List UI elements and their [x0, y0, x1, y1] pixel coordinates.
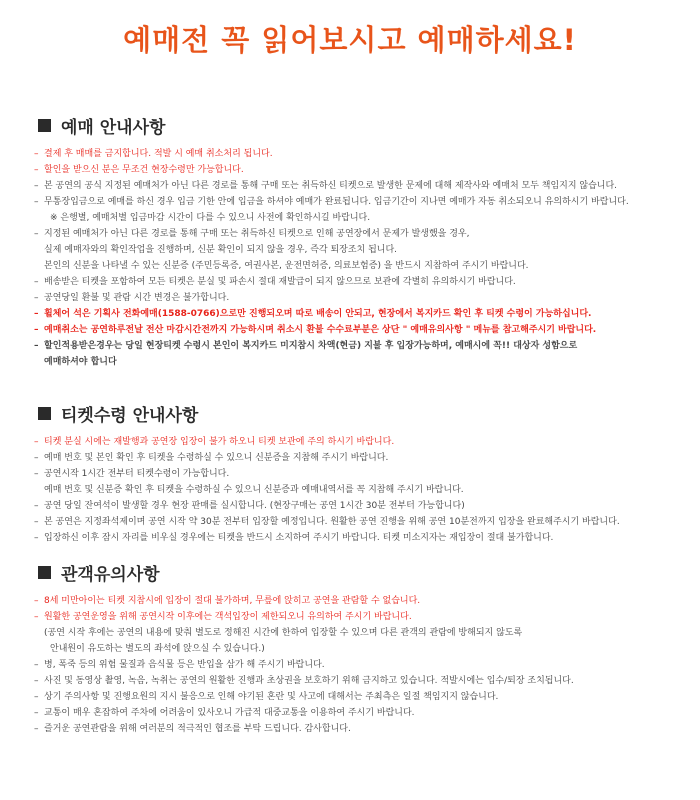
section-heading	[38, 114, 674, 136]
notice-line	[34, 466, 674, 482]
notice-line	[34, 721, 674, 737]
notice-line	[34, 530, 674, 546]
dash-bullet-icon: –	[34, 501, 39, 511]
notice-line	[34, 705, 674, 721]
notice-text: 공연시작 1시간 전부터 티켓수령이 가능합니다.	[44, 469, 230, 479]
notice-line	[34, 274, 674, 290]
notice-line	[34, 689, 674, 705]
section-heading	[38, 402, 674, 424]
dash-bullet-icon: –	[34, 692, 39, 702]
notice-text: 교통이 매우 혼잡하여 주차에 어려움이 있사오니 가급적 대중교통을 이용하여 주시기 바랍니다.	[44, 708, 415, 718]
notice-text: 지정된 예매처가 아닌 다른 경로를 통해 구매 또는 취득하신 티켓으로 인해 공연장에서 문제가 발생했을 경우,	[44, 229, 470, 239]
notice-line	[34, 498, 674, 514]
notice-line	[34, 673, 674, 689]
dash-bullet-icon: –	[34, 437, 39, 447]
notice-text: 공연당일 환불 및 관람 시간 변경은 불가합니다.	[44, 293, 230, 303]
page-title: 예매전 꼭 읽어보시고 예매하세요!	[123, 23, 577, 57]
notice-text: 무통장입금으로 예매를 하신 경우 입금 기한 안에 입금을 하셔야 예매가 완료됩니다. 입금기간이 지나면 예매가 자동 취소되오니 유의하시기 바랍니다.	[44, 197, 629, 207]
notice-text: 본인의 신분을 나타낼 수 있는 신분증 (주민등록증, 여권사본, 운전면허증, 의료보험증) 을 반드시 지참하여 주시기 바랍니다.	[44, 261, 529, 271]
notice-text: 예매 번호 및 신분증 확인 후 티켓을 수령하실 수 있으니 신분증과 예매내역서를 꼭 지참해 주시기 바랍니다.	[44, 485, 464, 495]
notice-line	[34, 242, 674, 258]
section-audience-notes	[34, 561, 674, 737]
dash-bullet-icon: –	[34, 708, 39, 718]
section-title: 티켓수령 안내사항	[61, 405, 199, 426]
notice-line	[34, 306, 674, 322]
notice-text: 8세 미만아이는 티켓 지참시에 입장이 절대 불가하며, 무릎에 앉히고 공연을 관람할 수 없습니다.	[44, 596, 421, 606]
notice-line	[34, 625, 674, 641]
notice-line	[34, 434, 674, 450]
dash-bullet-icon: –	[34, 165, 39, 175]
notice-text: 배송받은 티켓을 포함하여 모든 티켓은 분실 및 파손시 절대 재발급이 되지 않으므로 보관에 각별히 유의하시기 바랍니다.	[44, 277, 516, 287]
notice-text: 즐거운 공연관람을 위해 여러분의 적극적인 협조를 부탁 드립니다. 감사합니다.	[44, 724, 351, 734]
notice-text: 병, 폭죽 등의 위험 물질과 음식물 등은 반입을 삼가 해 주시기 바랍니다.	[44, 660, 325, 670]
notice-text: 사진 및 동영상 촬영, 녹음, 녹취는 공연의 원활한 진행과 초상권을 보호하기 위해 금지하고 있습니다. 적발시에는 입수/퇴장 조치됩니다.	[44, 676, 574, 686]
notice-line	[34, 338, 674, 354]
section-title: 관객유의사항	[61, 564, 160, 585]
square-bullet-icon	[38, 407, 51, 420]
square-bullet-icon	[38, 566, 51, 579]
dash-bullet-icon: –	[34, 149, 39, 159]
notice-text: 예매하셔야 합니다	[44, 357, 117, 367]
dash-bullet-icon: –	[34, 660, 39, 670]
notice-line	[34, 258, 674, 274]
square-bullet-icon	[38, 119, 51, 132]
notice-text: 실제 예매자와의 확인작업을 진행하며, 신분 확인이 되지 않을 경우, 즉각 퇴장조치 됩니다.	[44, 245, 398, 255]
dash-bullet-icon: –	[34, 181, 39, 191]
notice-line	[34, 226, 674, 242]
notice-line	[34, 593, 674, 609]
notice-text: 안내원이 유도하는 별도의 좌석에 앉으실 수 있습니다.)	[50, 644, 265, 654]
dash-bullet-icon: –	[34, 533, 39, 543]
notice-line	[34, 210, 674, 226]
notice-text: 입장하신 이후 잠시 자리를 비우실 경우에는 티켓을 반드시 소지하여 주시기 바랍니다. 티켓 미소지자는 재입장이 절대 불가합니다.	[44, 533, 554, 543]
notice-line	[34, 162, 674, 178]
notice-line	[34, 514, 674, 530]
notice-text: 예매 번호 및 본인 확인 후 티켓을 수령하실 수 있으니 신분증을 지참해 주시기 바랍니다.	[44, 453, 389, 463]
notice-text: 결제 후 매매를 금지합니다. 적발 시 예매 취소처리 됩니다.	[44, 149, 273, 159]
notice-line	[34, 194, 674, 210]
dash-bullet-icon: –	[34, 341, 39, 351]
notice-text: 예매취소는 공연하루전날 전산 마감시간전까지 가능하시며 취소시 환불 수수료부분은 상단 " 예매유의사항 " 메뉴를 참고해주시기 바랍니다.	[44, 325, 597, 335]
notice-text: ※ 은행별, 예매처별 입금마감 시간이 다를 수 있으니 사전에 확인하시길 바랍니다.	[50, 213, 371, 223]
notice-line	[34, 146, 674, 162]
notice-line	[34, 290, 674, 306]
notice-text: 상기 주의사항 및 진행요원의 지시 불응으로 인해 야기된 혼란 및 사고에 대해서는 주최측은 일절 책임지지 않습니다.	[44, 692, 499, 702]
dash-bullet-icon: –	[34, 229, 39, 239]
notice-text: 본 공연의 공식 지정된 예매처가 아닌 다른 경로를 통해 구매 또는 취득하신 티켓으로 발생한 문제에 대해 제작사와 예매처 모두 책임지지 않습니다.	[44, 181, 618, 191]
dash-bullet-icon: –	[34, 453, 39, 463]
notice-text: 할인적용받은경우는 당일 현장티켓 수령시 본인이 복지카드 미지참시 차액(현금) 지불 후 입장가능하며, 예매시에 꼭!! 대상자 성함으로	[44, 341, 578, 351]
notice-line	[34, 354, 674, 370]
notice-text: 할인을 받으신 분은 무조건 현장수령만 가능합니다.	[44, 165, 244, 175]
notice-line	[34, 657, 674, 673]
notice-text: 티켓 분실 시에는 재발행과 공연장 입장이 불가 하오니 티켓 보관에 주의 하시기 바랍니다.	[44, 437, 395, 447]
notice-text: 공연 당일 잔여석이 발생할 경우 현장 판매를 실시합니다. (현장구매는 공연 1시간 30분 전부터 가능합니다)	[44, 501, 465, 511]
dash-bullet-icon: –	[34, 309, 39, 319]
section-title: 예매 안내사항	[61, 117, 166, 138]
dash-bullet-icon: –	[34, 612, 39, 622]
dash-bullet-icon: –	[34, 469, 39, 479]
dash-bullet-icon: –	[34, 197, 39, 207]
dash-bullet-icon: –	[34, 325, 39, 335]
dash-bullet-icon: –	[34, 277, 39, 287]
notice-line	[34, 609, 674, 625]
dash-bullet-icon: –	[34, 724, 39, 734]
dash-bullet-icon: –	[34, 596, 39, 606]
notice-text: 본 공연은 지정좌석제이며 공연 시작 약 30분 전부터 입장할 예정입니다. 원활한 공연 진행을 위해 공연 10분전까지 입장을 완료해주시기 바랍니다.	[44, 517, 620, 527]
notice-text: (공연 시작 후에는 공연의 내용에 맞춰 별도로 정해진 시간에 한하여 입장할 수 있으며 다른 관객의 관람에 방해되지 않도록	[44, 628, 523, 638]
section-heading	[38, 561, 674, 583]
notice-line	[34, 641, 674, 657]
notice-line	[34, 482, 674, 498]
dash-bullet-icon: –	[34, 676, 39, 686]
section-ticket-pickup	[34, 402, 674, 546]
notice-text: 원활한 공연운영을 위해 공연시작 이후에는 객석입장이 제한되오니 유의하여 주시기 바랍니다.	[44, 612, 412, 622]
dash-bullet-icon: –	[34, 293, 39, 303]
notice-text: 휠체어 석은 기획사 전화예매(1588-0766)으로만 진행되오며 따로 배송이 안되고, 현장에서 복지카드 확인 후 티켓 수령이 가능하십니다.	[44, 309, 592, 319]
notice-line	[34, 322, 674, 338]
section-booking-info	[34, 114, 674, 370]
dash-bullet-icon: –	[34, 517, 39, 527]
notice-line	[34, 450, 674, 466]
notice-line	[34, 178, 674, 194]
